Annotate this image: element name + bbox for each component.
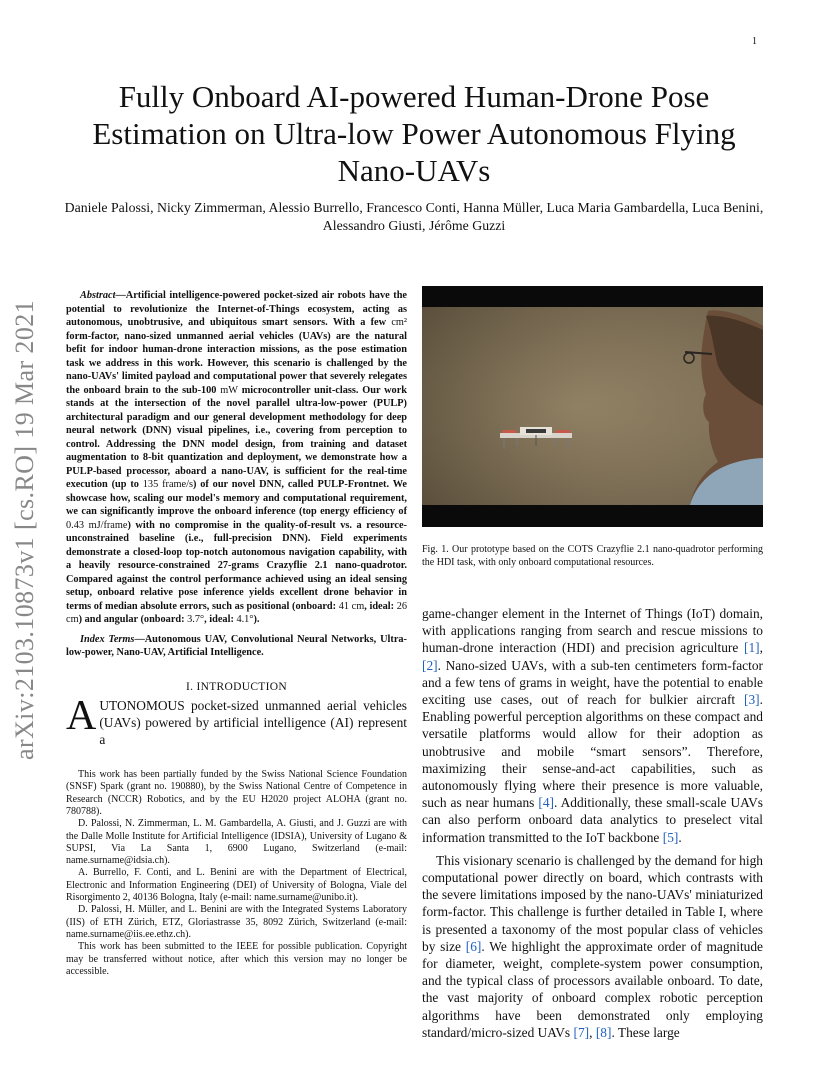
footnote: D. Palossi, H. Müller, and L. Benini are with the Integrated Systems Laboratory (IIS) of ETH Zürich, ETZ, Gloriastrasse 35, 8092 Zürich, Switzerland (e-mail: name.surname@iis.ee.ethz.ch). <box>66 904 407 940</box>
paragraph-text: This visionary scenario is challenged by the demand for high computational power directly on board, which contrasts with the severe limitations imposed by the nano-UAVs' miniaturized form-factor. This challenge is further detailed in Table I, where is presented a taxonomy of the most popular class of vehicles by size <box>422 852 763 954</box>
abstract-text: ) with no compromise in the quality-of-result vs. a resource-unconstrained baseline (i.e., full-precision DNN). Field experiments demonstrate a closed-loop top-notch autonomous navigation capability, with a heavily resource-constrained 27-grams Crazyflie 2.1 nano-quadrotor. Compared against the control performance achieved using an ideal sensing setup, onboard relative pose inference yields excellent drone behavior in terms of median absolute errors, such as positional (onboard: <box>66 519 407 612</box>
paragraph-text: , <box>759 640 763 656</box>
abstract-math: 0.43 mJ/frame <box>66 519 128 531</box>
figure-photo <box>422 286 763 527</box>
arxiv-identifier: arXiv:2103.10873v1 [cs.RO] 19 Mar 2021 <box>10 299 39 760</box>
intro-paragraph <box>66 692 407 749</box>
citation-link[interactable]: [8] <box>595 1024 612 1040</box>
footnote: This work has been submitted to the IEEE for possible publication. Copyright may be transferred without notice, after which this version may no longer be accessible. <box>66 941 407 977</box>
citation-link[interactable]: [4] <box>538 795 554 811</box>
abstract-math: cm² <box>391 317 407 328</box>
citation-link[interactable]: [3] <box>744 692 760 708</box>
right-paragraph-1 <box>422 605 763 846</box>
abstract-text: form-factor, nano-sized unmanned aerial vehicles (UAVs) are the natural befit for indoor human-drone interaction missions, as the pose estimation task we address in this work. However, this scenario is challenged by the nano-UAVs' limited payload and computational power that severely relegates the onboard brain to the sub-100 <box>66 330 407 396</box>
abstract-math: 3.7° <box>187 614 205 625</box>
paragraph-text: . Additionally, these small-scale UAVs can also perform onboard data analytics to preselect vital information transmitted to the IoT backbone <box>422 795 763 845</box>
abstract <box>66 289 407 627</box>
paragraph-text: . <box>678 829 682 845</box>
citation-link[interactable]: [7] <box>573 1024 590 1040</box>
citation-link[interactable]: [1] <box>744 640 760 656</box>
abstract-math: 135 frame/s <box>142 479 193 490</box>
citation-link[interactable]: [5] <box>662 829 679 845</box>
abstract-text: , ideal: <box>364 600 397 612</box>
abstract-separator: — <box>115 290 126 301</box>
abstract-text: Artificial intelligence-powered pocket-sized air robots have the potential to revolutionize the Internet-of-Things ecosystem, acting as autonomous, unobtrusive, and ubiquitous smart sensors. With a few <box>66 290 407 328</box>
intro-text: UTONOMOUS pocket-sized unmanned aerial vehicles (UAVs) powered by artificial intelligence (AI) represent a <box>99 697 407 747</box>
index-terms-label: Index Terms <box>80 633 135 645</box>
index-terms-text: Autonomous UAV, Convolutional Neural Networks, Ultra-low-power, Nano-UAV, Artificial Intelligence. <box>66 633 407 658</box>
footnotes <box>66 769 407 978</box>
paper-title: Fully Onboard AI-powered Human-Drone Pose Estimation on Ultra-low Power Autonomous Flying Nano-UAVs <box>92 79 736 188</box>
page-number: 1 <box>752 36 757 47</box>
paragraph-text: , <box>589 1024 596 1040</box>
paragraph-text: . We highlight the approximate order of magnitude for diameter, weight, complete-system power consumption, and the typical class of processors available onboard. To date, the vast majority of onboard complex robotic perception algorithms have been demonstrated only employing standard/micro-sized UAVs <box>422 938 764 1040</box>
right-column <box>422 286 763 1041</box>
paragraph-text: . Enabling powerful perception algorithms on these compact and versatile platforms would allow for their adoption as unobtrusive and mobile “smart sensors”. Therefore, maximizing their sense-and-act capabilities, such as autonomously flying where their presence is more valuable, such as near humans <box>422 692 763 811</box>
abstract-math: 41 cm <box>338 600 365 612</box>
citation-link[interactable]: [2] <box>422 657 438 673</box>
abstract-text: ) and angular (onboard: <box>78 614 188 625</box>
footnote: This work has been partially funded by the Swiss National Science Foundation (SNSF) Spark (grant no. 190880), by the Swiss National Centre of Competence in Research (NCCR) Robotics, and by the EU H2020 project ALOHA (grant no. 780788). <box>66 769 407 817</box>
paragraph-text: game-changer element in the Internet of Things (IoT) domain, with applications ranging from search and rescue missions to human-drone interaction (HDI) and precision agriculture <box>422 606 763 656</box>
citation-link[interactable]: [6] <box>465 938 482 954</box>
figure-caption: Fig. 1. Our prototype based on the COTS Crazyflie 2.1 nano-quadrotor performing the HDI task, with only onboard computational resources. <box>422 544 763 568</box>
section-heading-introduction: I. INTRODUCTION <box>186 680 287 693</box>
abstract-text: ). <box>253 614 260 625</box>
abstract-text: ) of our novel DNN, called PULP-Frontnet. We showcase how, scaling our model's memory and computational requirement, we can significantly improve the onboard inference (top energy efficiency of <box>66 479 407 517</box>
abstract-math: 26 cm <box>66 600 408 625</box>
footnote: D. Palossi, N. Zimmerman, L. M. Gambardella, A. Giusti, and J. Guzzi are with the Dalle Molle Institute for Artificial Intelligence (IDSIA), University of Lugano & SUPSI, Via La Santa 1, 6900 Lugano, Switzerland (e-mail: name.surname@idsia.ch). <box>66 818 407 867</box>
index-terms-separator: — <box>134 633 145 645</box>
abstract-math: 4.1° <box>236 614 254 625</box>
index-terms <box>66 633 407 660</box>
right-paragraph-2 <box>422 852 763 1041</box>
paragraph-text: . Nano-sized UAVs, with a sub-ten centimeters form-factor and a few tens of grams in weight, have the potential to enable exciting use cases, out of reach for bulkier aircraft <box>422 657 763 708</box>
footnote: A. Burrello, F. Conti, and L. Benini are with the Department of Electrical, Electronic and Information Engineering (DEI) of University of Bologna, Viale del Risorgimento 2, 40136 Bologna, Italy (e-mail: name.surname@unibo.it). <box>66 867 407 904</box>
drone-photo-illustration <box>422 286 763 527</box>
abstract-text: microcontroller unit-class. Our work stands at the intersection of the novel parallel ultra-low-power (PULP) architectural paradigm and our general development methodology for deep neural network (DNN) visual pipelines, i.e., covering from perception to control. Addressing the DNN model design, from training and dataset augmentation to 8-bit quantization and deployment, we demonstrate how a PULP-based processor, aboard a nano-UAV, is sufficient for the real-time execution (up to <box>66 384 407 490</box>
abstract-math: mW <box>220 384 238 396</box>
drop-cap: A <box>66 692 97 739</box>
author-list: Daniele Palossi, Nicky Zimmerman, Alessio Burrello, Francesco Conti, Hanna Müller, Luca Maria Gambardella, Luca Benini, Alessandro Giusti, Jérôme Guzzi <box>64 200 764 233</box>
left-column <box>66 289 407 978</box>
abstract-text: , ideal: <box>204 614 237 625</box>
paragraph-text: . These large <box>611 1024 680 1040</box>
abstract-label: Abstract <box>80 290 116 301</box>
